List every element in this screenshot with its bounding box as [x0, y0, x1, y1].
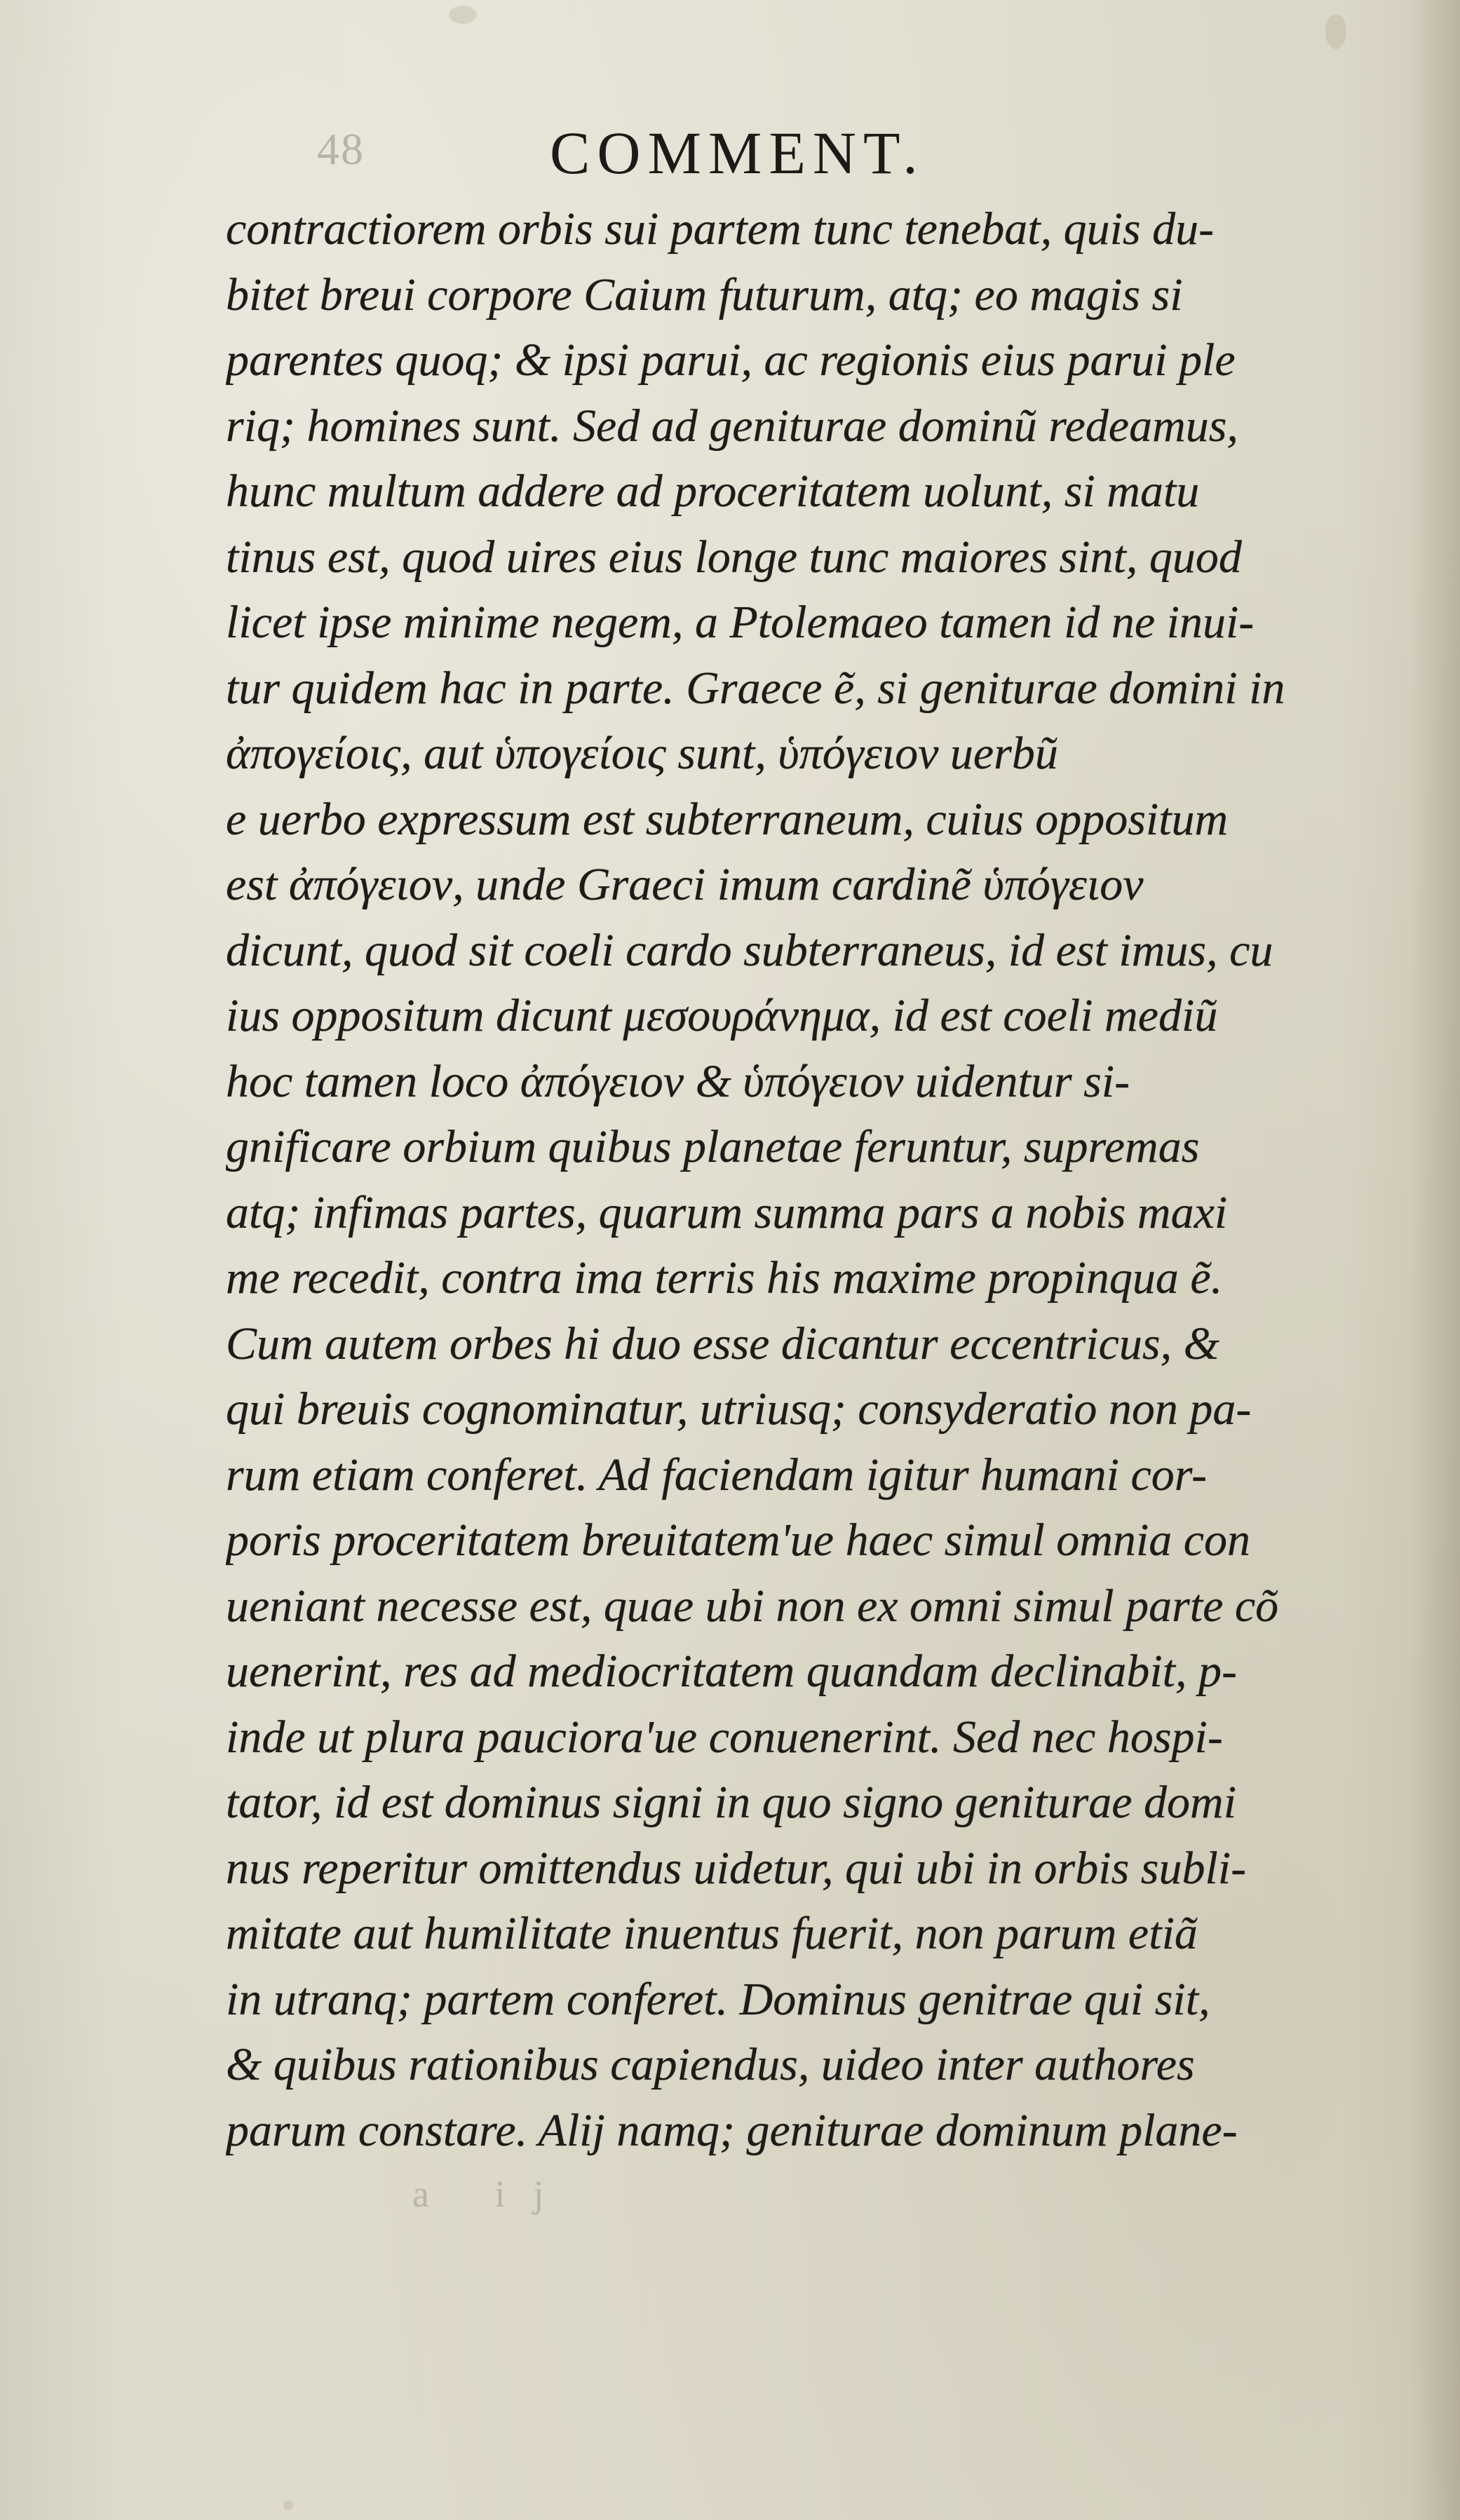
text-line: me recedit, contra ima terris his maxime propinqua ẽ. — [226, 1252, 1223, 1303]
text-line: mitate aut humilitate inuentus fuerit, non parum etiã — [226, 1908, 1198, 1959]
text-line: & quibus rationibus capiendus, uideo inter authores — [226, 2039, 1195, 2090]
text-line: dicunt, quod sit coeli cardo subterraneus, id est imus, cu — [226, 924, 1273, 976]
text-line: tur quidem hac in parte. Graece ẽ, si geniturae domini in — [226, 662, 1285, 714]
text-line: in utranq; partem conferet. Dominus genitrae qui sit, — [226, 1973, 1210, 2025]
page-number: 48 — [317, 124, 365, 174]
text-line: est ἀπόγειον, unde Graeci imum cardinẽ ὑπόγειον — [226, 859, 1144, 910]
text-line: gnificare orbium quibus planetae feruntur, supremas — [226, 1121, 1200, 1172]
text-line: uenerint, res ad mediocritatem quandam declinabit, p- — [226, 1646, 1237, 1697]
text-line: ius oppositum dicunt μεσουράνημα, id est coeli mediũ — [226, 990, 1218, 1041]
gutter-shadow — [1411, 0, 1460, 2520]
text-line: parum constare. Alij namq; geniturae dominum plane- — [226, 2104, 1238, 2156]
text-line: tator, id est dominus signi in quo signo geniturae domi — [226, 1777, 1237, 1828]
body-text — [226, 196, 1376, 2174]
text-line: hoc tamen loco ἀπόγειον & ὑπόγειον uidentur si- — [226, 1055, 1130, 1107]
text-line: qui breuis cognominatur, utriusq; consyderatio non pa- — [226, 1383, 1252, 1435]
text-line: inde ut plura pauciora'ue conuenerint. Sed nec hospi- — [226, 1711, 1223, 1763]
text-line: atq; infimas partes, quarum summa pars a nobis maxi — [226, 1186, 1228, 1238]
text-line: Cum autem orbes hi duo esse dicantur eccentricus, & — [226, 1317, 1219, 1369]
text-line: nus reperitur omittendus uidetur, qui ubi in orbis subli- — [226, 1842, 1247, 1894]
paper-stain — [283, 2500, 293, 2510]
text-line: parentes quoq; & ipsi parui, ac regionis eius parui ple — [226, 334, 1236, 386]
signature-mark: a ij — [412, 2173, 572, 2215]
text-line: rum etiam conferet. Ad faciendam igitur humani cor- — [226, 1449, 1208, 1501]
text-line: bitet breui corpore Caium futurum, atq; eo magis si — [226, 269, 1183, 320]
text-line: contractiorem orbis sui partem tunc tenebat, quis du- — [226, 203, 1215, 255]
text-line: e uerbo expressum est subterraneum, cuius oppositum — [226, 793, 1229, 845]
text-line: licet ipse minime negem, a Ptolemaeo tamen id ne inui- — [226, 597, 1255, 648]
text-line: hunc multum addere ad proceritatem uolunt, si matu — [226, 466, 1200, 517]
running-title: COMMENT. — [550, 119, 925, 187]
text-line: ἀπογείοις, aut ὑπογείοις sunt, ὑπόγειον uerbũ — [226, 728, 1058, 779]
text-line: poris proceritatem breuitatem'ue haec simul omnia con — [226, 1515, 1250, 1566]
running-head — [0, 118, 1460, 195]
text-line: riq; homines sunt. Sed ad geniturae dominũ redeamus, — [226, 400, 1238, 452]
text-line: tinus est, quod uires eius longe tunc maiores sint, quod — [226, 531, 1242, 583]
text-line: ueniant necesse est, quae ubi non ex omni simul parte cõ — [226, 1580, 1279, 1632]
paper-stain — [1325, 14, 1346, 49]
paper-stain — [449, 6, 477, 24]
